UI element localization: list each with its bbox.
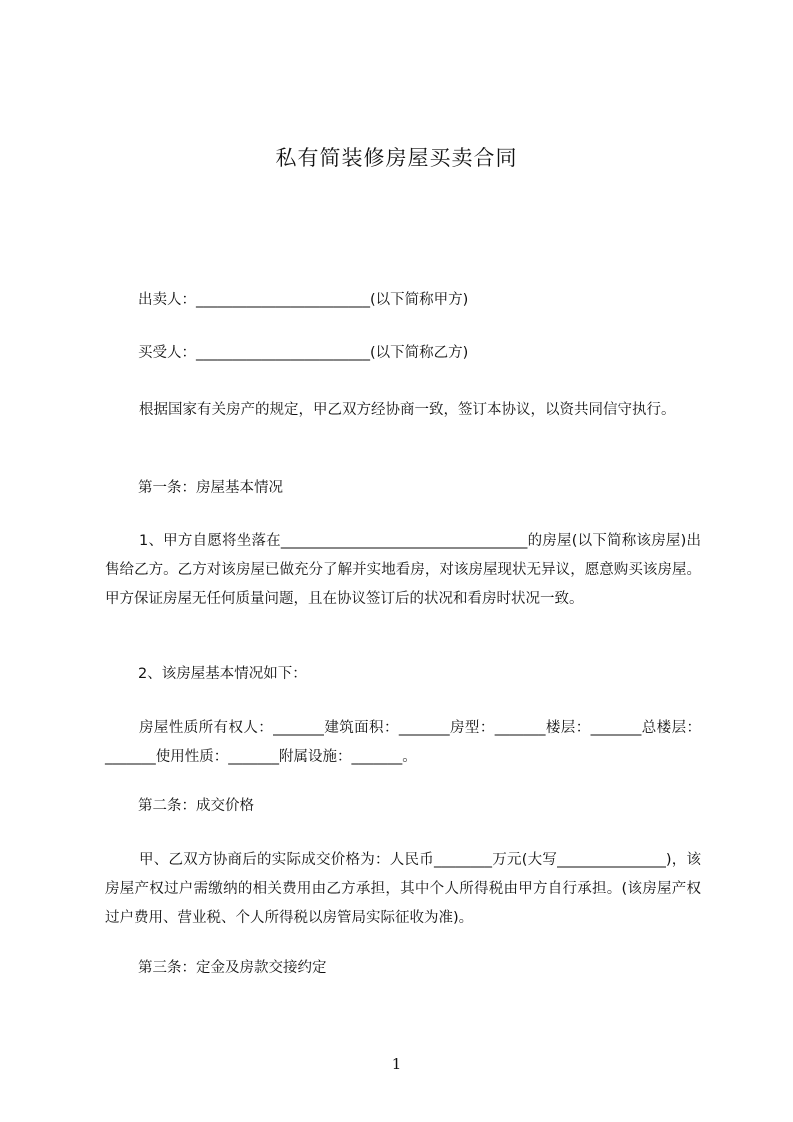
preamble-paragraph: 根据国家有关房产的规定，甲乙双方经协商一致，签订本协议，以资共同信守执行。 xyxy=(139,402,676,418)
clause1-paragraph: 1、甲方自愿将坐落在__________________________________的房屋(以下简称该房屋)出售给乙方。乙方对该房屋已做充分了解并实地看房，对该房屋现状无异议，愿意购买该房屋。甲方保证房屋无任何质量问题，且在协议签订后的状况和看房时状况一致。 xyxy=(105,533,701,607)
price-clause-paragraph: 甲、乙双方协商后的实际成交价格为：人民币________万元(大写_______________)，该房屋产权过户需缴纳的相关费用由乙方承担，其中个人所得税由甲方自行承担。(该房屋产权过户费用、营业税、个人所得税以房管局实际征收为准)。 xyxy=(105,852,701,926)
page-number: 1 xyxy=(391,1055,402,1073)
article2-heading: 第二条：成交价格 xyxy=(138,798,254,814)
seller-line: 出卖人：________________________(以下简称甲方) xyxy=(138,292,469,308)
article3-heading: 第三条：定金及房款交接约定 xyxy=(138,960,327,976)
buyer-line: 买受人：________________________(以下简称乙方) xyxy=(138,345,469,361)
document-title: 私有简装修房屋买卖合同 xyxy=(275,146,518,170)
property-details-paragraph: 房屋性质所有权人：_______建筑面积：_______房型：_______楼层：_______总楼层：_______使用性质：_______附属设施：_______。 xyxy=(105,720,701,765)
clause2-line: 2、该房屋基本情况如下： xyxy=(138,666,307,682)
article1-heading: 第一条：房屋基本情况 xyxy=(138,480,283,496)
